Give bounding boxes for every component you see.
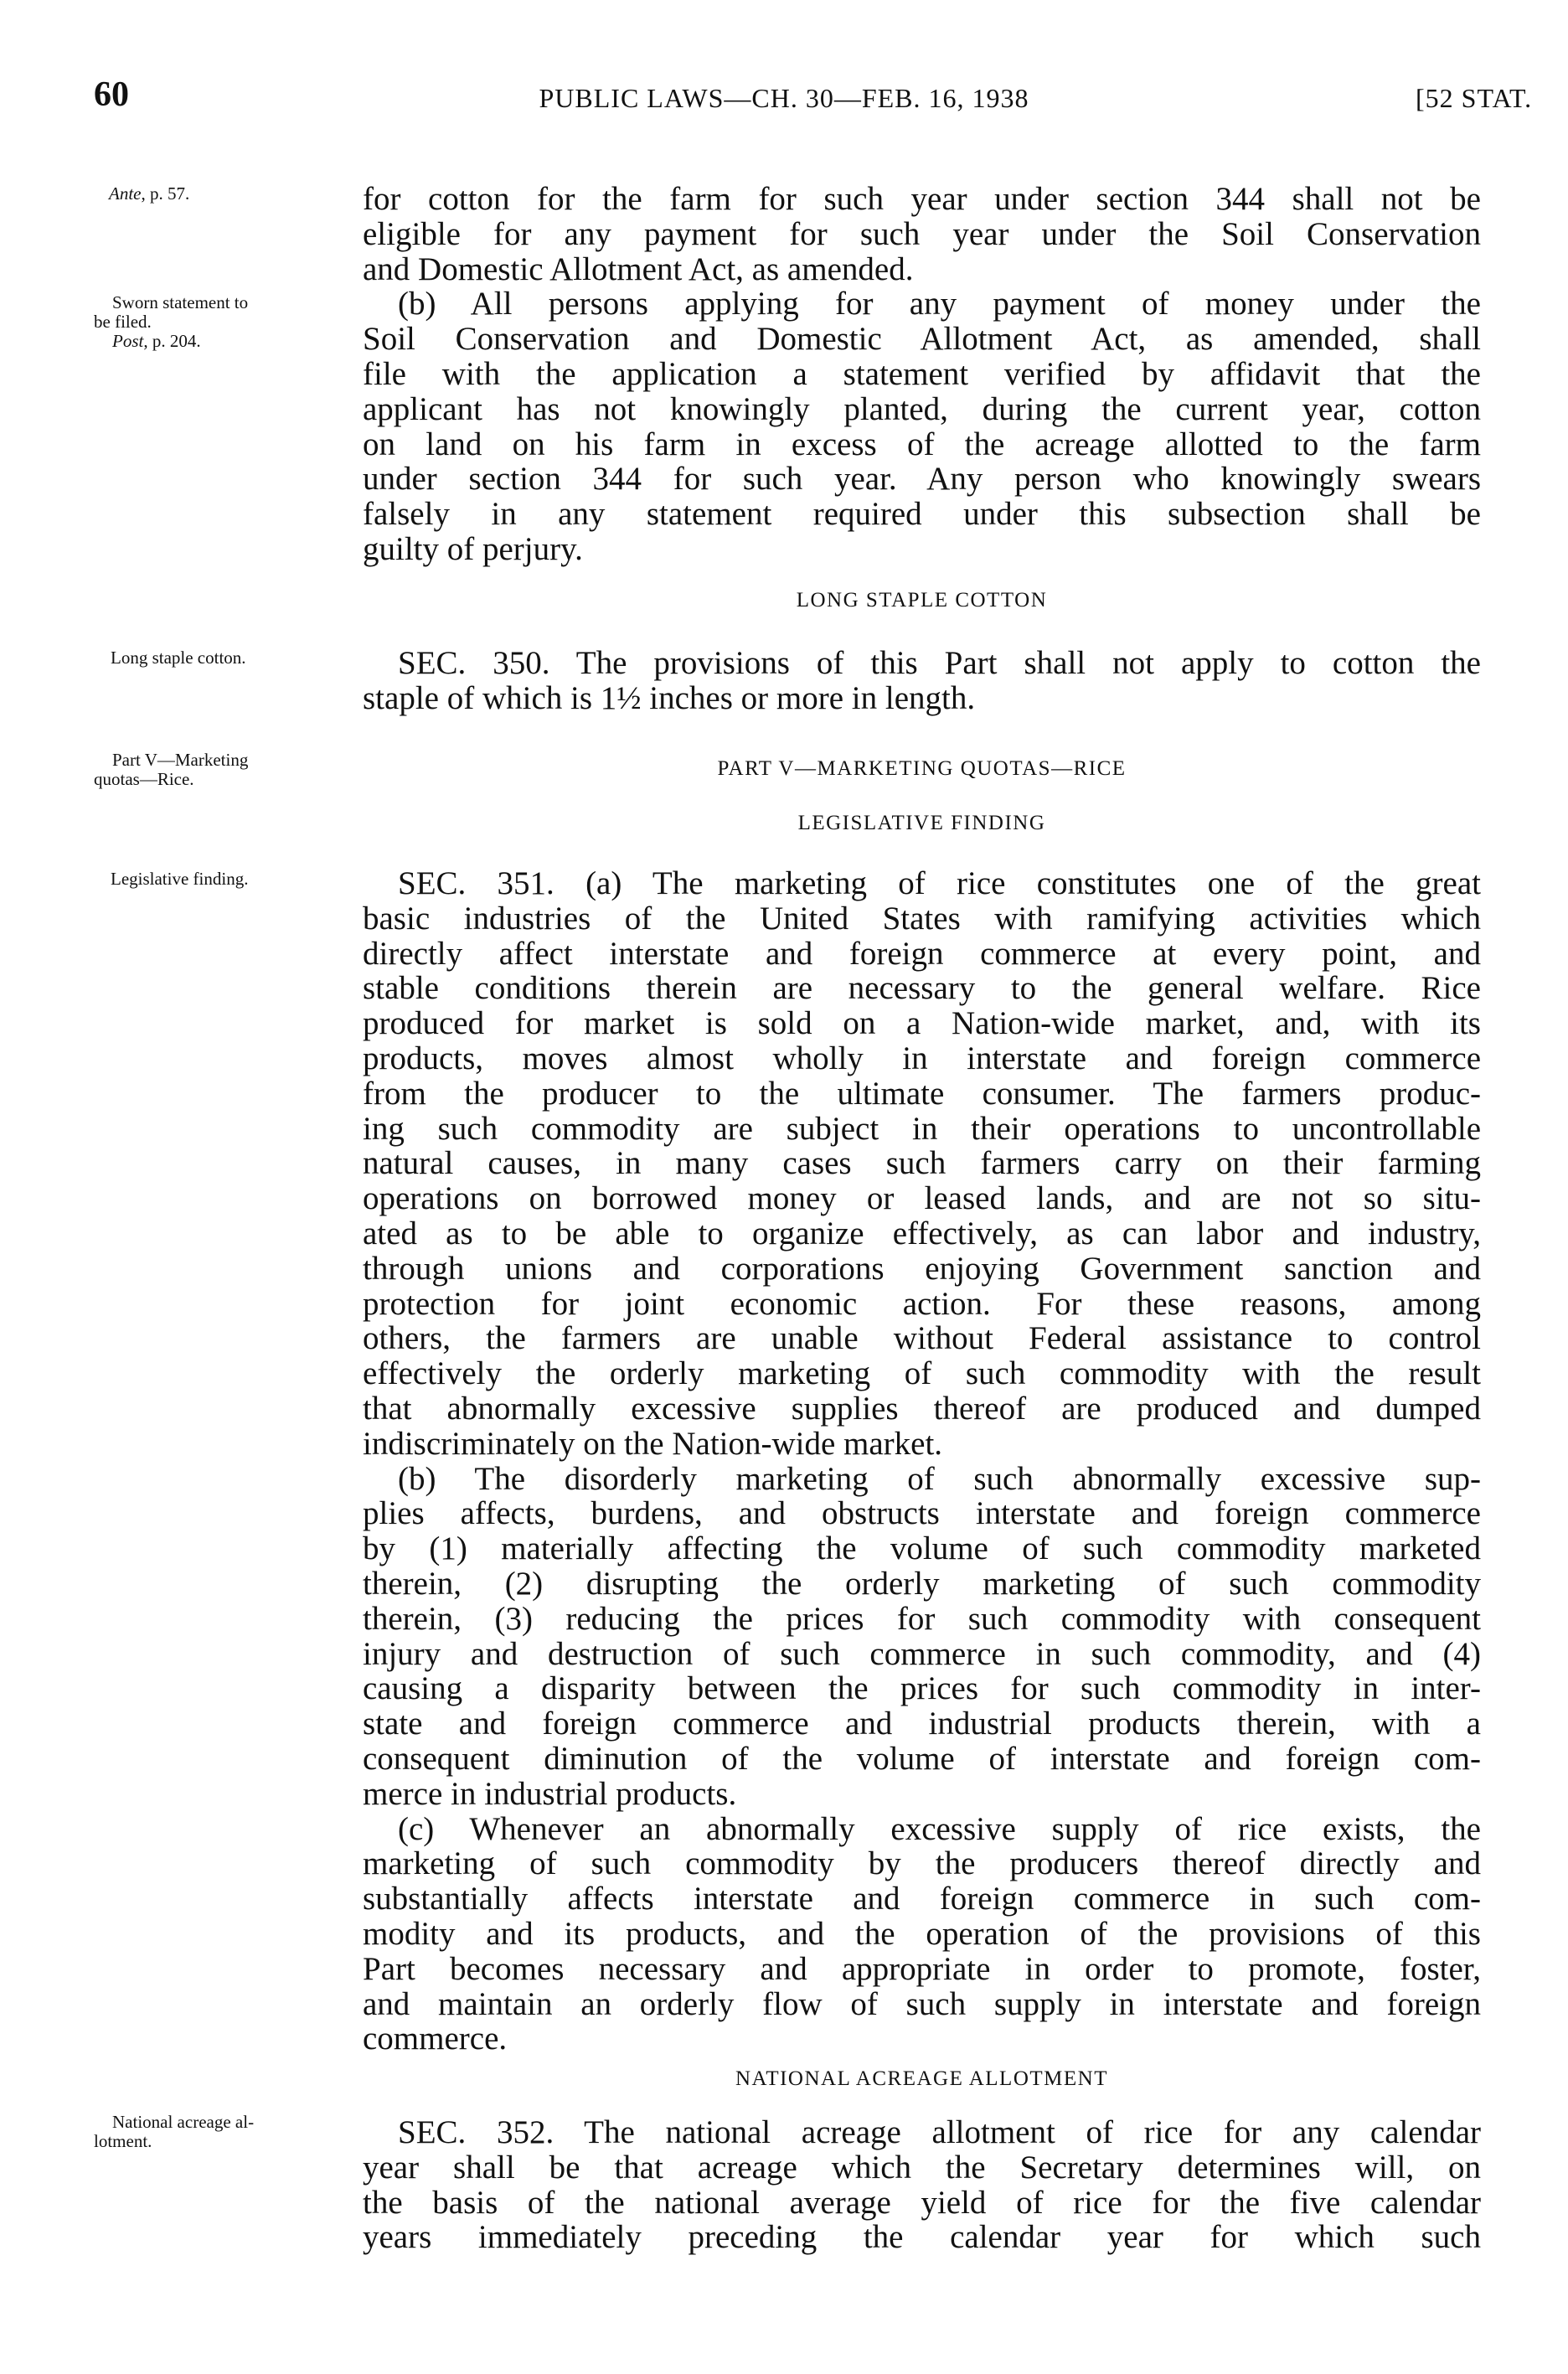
text-line: SEC. 352. The national acreage allotment of rice for any calendar <box>398 2114 1481 2150</box>
text-line: that abnormally excessive supplies thereof are produced and dumped <box>363 1390 1481 1427</box>
text-line: produced for market is sold on a Nation-wide market, and, with its <box>363 1005 1481 1042</box>
margin-note-post <box>94 332 345 351</box>
text-line: state and foreign commerce and industrial products therein, with a <box>363 1706 1481 1742</box>
text-line: file with the application a statement verified by affidavit that the <box>363 355 1481 392</box>
margin-note-ante-italic: Ante <box>109 183 142 204</box>
text-line: years immediately preceding the calendar year for which such <box>363 2219 1481 2256</box>
section-351 <box>363 866 1481 2057</box>
margin-note-line: Sworn statement to <box>112 292 249 312</box>
text-line: SEC. 350. The provisions of this Part shall not apply to cotton the <box>398 645 1481 681</box>
text-line: natural causes, in many cases such farmers carry on their farming <box>363 1145 1481 1182</box>
text-line: therein, (2) disrupting the orderly marketing of such commodity <box>363 1565 1481 1602</box>
text-line: substantially affects interstate and foreign commerce in such com- <box>363 1881 1481 1917</box>
text-line: causing a disparity between the prices for such commodity in inter- <box>363 1670 1481 1707</box>
text-line: the basis of the national average yield of rice for the five calendar <box>363 2184 1481 2221</box>
margin-note-ante <box>109 184 360 204</box>
running-head: PUBLIC LAWS—CH. 30—FEB. 16, 1938 <box>539 83 1029 113</box>
heading-legislative-finding: LEGISLATIVE FINDING <box>797 812 1046 834</box>
text-line: for cotton for the farm for such year under section 344 shall not be <box>363 181 1481 217</box>
text-line: operations on borrowed money or leased lands, and are not so situ- <box>363 1180 1481 1217</box>
text-line: and maintain an orderly flow of such supply in interstate and foreign <box>363 1985 1481 2022</box>
text-line: protection for joint economic action. For these reasons, among <box>363 1285 1481 1322</box>
margin-note-sworn <box>94 293 345 351</box>
text-line: consequent diminution of the volume of interstate and foreign com- <box>363 1740 1481 1777</box>
text-line: modity and its products, and the operation of the provisions of this <box>363 1915 1481 1952</box>
text-line: merce in industrial products. <box>363 1775 737 1812</box>
text-line: (c) Whenever an abnormally excessive supply of rice exists, the <box>398 1810 1481 1847</box>
heading-national-acreage-allotment: NATIONAL ACREAGE ALLOTMENT <box>735 2067 1108 2090</box>
text-line: (b) The disorderly marketing of such abnormally excessive sup- <box>398 1460 1481 1497</box>
text-line: therein, (3) reducing the prices for such commodity with consequent <box>363 1600 1481 1637</box>
heading-long-staple-cotton: LONG STAPLE COTTON <box>796 589 1048 612</box>
text-line: basic industries of the United States with ramifying activities which <box>363 900 1481 937</box>
text-line: eligible for any payment for such year under the Soil Conservation <box>363 215 1481 252</box>
margin-note-line: be filed. <box>94 312 152 332</box>
text-line: products, moves almost wholly in interstate and foreign commerce <box>363 1040 1481 1076</box>
margin-note-line: lotment. <box>94 2131 152 2151</box>
text-line: SEC. 351. (a) The marketing of rice constitutes one of the great <box>398 865 1481 901</box>
text-line: (b) All persons applying for any payment of money under the <box>398 286 1481 323</box>
text-line: applicant has not knowingly planted, during the current year, cotton <box>363 390 1481 427</box>
text-line: plies affects, burdens, and obstructs interstate and foreign commerce <box>363 1495 1481 1532</box>
text-line: Part becomes necessary and appropriate in order to promote, foster, <box>363 1950 1481 1987</box>
text-line: Soil Conservation and Domestic Allotment Act, as amended, shall <box>363 321 1481 358</box>
text-line: on land on his farm in excess of the acreage allotted to the farm <box>363 426 1481 462</box>
text-line: guilty of perjury. <box>363 530 583 567</box>
margin-note-long-staple: Long staple cotton. <box>111 648 246 668</box>
text-line: under section 344 for such year. Any person who knowingly swears <box>363 461 1481 498</box>
text-line: from the producer to the ultimate consumer. The farmers produc- <box>363 1075 1481 1112</box>
margin-note-line: quotas—Rice. <box>94 769 194 789</box>
margin-note-national <box>94 2113 345 2151</box>
margin-note-post-rest: , p. 204. <box>143 331 201 351</box>
text-line: stable conditions therein are necessary to the general welfare. Rice <box>363 970 1481 1007</box>
margin-note-part-v <box>94 751 345 789</box>
page-number: 60 <box>94 75 129 114</box>
section-350 <box>363 646 1481 716</box>
text-line: staple of which is 1½ inches or more in length. <box>363 679 976 716</box>
volume-reference: [52 STAT. <box>1416 83 1533 113</box>
text-line: and Domestic Allotment Act, as amended. <box>363 250 914 287</box>
text-line: year shall be that acreage which the Secretary determines will, on <box>363 2149 1481 2186</box>
text-line: ing such commodity are subject in their operations to uncontrollable <box>363 1110 1481 1147</box>
text-line: through unions and corporations enjoying Government sanction and <box>363 1250 1481 1287</box>
text-line: effectively the orderly marketing of such commodity with the result <box>363 1355 1481 1392</box>
heading-part-v: PART V—MARKETING QUOTAS—RICE <box>717 757 1127 780</box>
margin-note-legislative: Legislative finding. <box>111 869 249 889</box>
text-line: falsely in any statement required under this subsection shall be <box>363 496 1481 533</box>
margin-note-ante-rest: , p. 57. <box>141 183 190 204</box>
text-line: by (1) materially affecting the volume of such commodity marketed <box>363 1530 1481 1567</box>
text-line: indiscriminately on the Nation-wide market. <box>363 1425 943 1462</box>
margin-note-line: National acreage al- <box>112 2112 255 2132</box>
text-line: commerce. <box>363 2020 508 2057</box>
text-line: others, the farmers are unable without Federal assistance to control <box>363 1320 1481 1357</box>
text-line: ated as to be able to organize effectively, as can labor and industry, <box>363 1215 1481 1252</box>
text-line: directly affect interstate and foreign commerce at every point, and <box>363 935 1481 972</box>
text-line: injury and destruction of such commerce in such commodity, and (4) <box>363 1635 1481 1672</box>
body-text-cotton-payments <box>363 182 1481 567</box>
margin-note-line: Part V—Marketing <box>112 750 249 770</box>
section-352 <box>363 2115 1481 2255</box>
text-line: marketing of such commodity by the producers thereof directly and <box>363 1845 1481 1882</box>
margin-note-post-italic: Post <box>112 331 144 351</box>
